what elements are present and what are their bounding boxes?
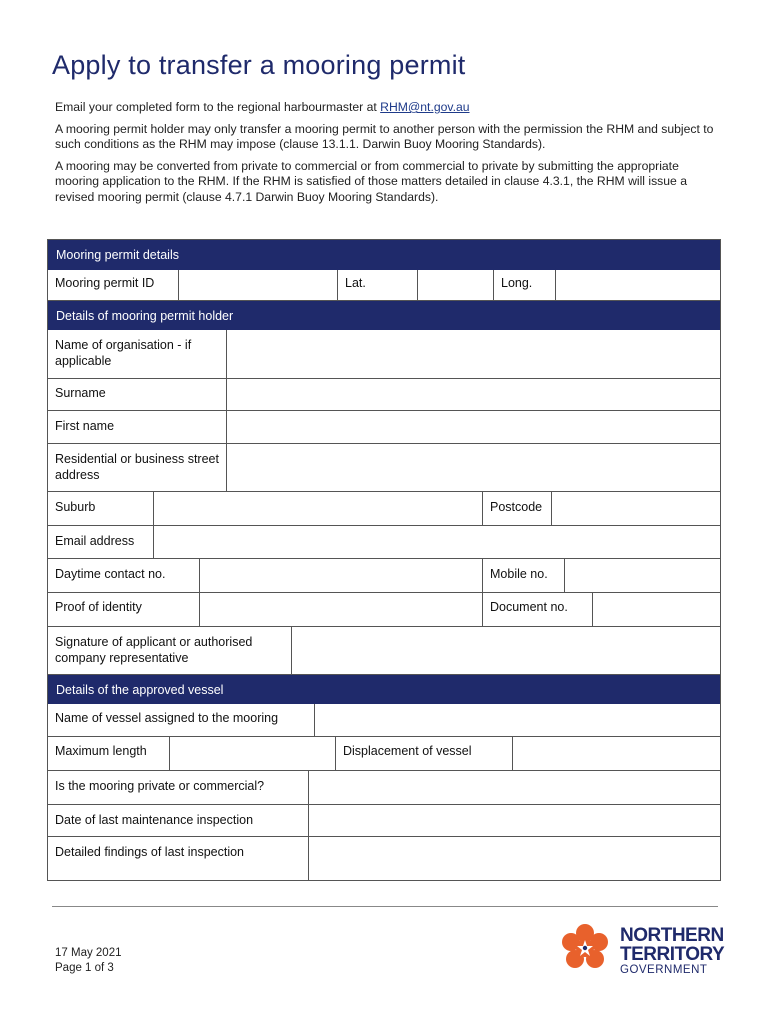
label-long: Long.: [493, 270, 555, 300]
input-mooring-permit-id[interactable]: [178, 270, 337, 300]
label-signature: Signature of applicant or authorised company representative: [55, 635, 253, 665]
section-header-mooring: Mooring permit details: [48, 240, 720, 270]
input-maximum-length[interactable]: [169, 737, 335, 770]
desert-rose-icon: [562, 924, 608, 968]
footer-page-number: Page 1 of 3: [55, 962, 114, 974]
input-last-inspection[interactable]: [308, 805, 720, 836]
label-address: Residential or business street address: [55, 452, 219, 482]
logo-line-government: GOVERNMENT: [620, 964, 708, 976]
row-mooring-permit: [48, 270, 720, 300]
label-mobile: Mobile no.: [482, 559, 564, 592]
label-proof-of-identity: Proof of identity: [55, 600, 142, 614]
row-email: [48, 525, 720, 558]
footer-divider: [52, 906, 718, 907]
section-header-holder: Details of mooring permit holder: [48, 300, 720, 330]
label-private-commercial: Is the mooring private or commercial?: [55, 779, 265, 793]
input-surname[interactable]: [226, 379, 720, 410]
footer: [55, 946, 122, 976]
logo-line-northern: NORTHERN: [620, 925, 724, 946]
row-surname: [48, 378, 720, 410]
input-address[interactable]: [226, 444, 720, 491]
row-first-name: [48, 410, 720, 443]
label-postcode: Postcode: [482, 492, 551, 525]
input-displacement[interactable]: [512, 737, 720, 770]
input-signature[interactable]: [291, 627, 720, 674]
row-inspection-findings: [48, 836, 720, 880]
row-signature: [48, 626, 720, 674]
intro-paragraph-transfer: A mooring permit holder may only transfer a mooring permit to another person with the permission the RHM and subject to such conditions as the RHM may impose (clause 13.1.1. Darwin Buoy Mooring Standards).: [55, 121, 714, 152]
label-inspection-findings: Detailed findings of last inspection: [55, 845, 245, 859]
input-suburb[interactable]: [153, 492, 482, 525]
input-proof-of-identity[interactable]: [199, 593, 482, 626]
label-vessel-name: Name of vessel assigned to the mooring: [55, 711, 279, 725]
row-last-inspection: [48, 804, 720, 836]
input-daytime-contact[interactable]: [199, 559, 482, 592]
row-private-commercial: [48, 770, 720, 804]
logo-wordmark: [620, 926, 724, 976]
label-mooring-permit-id: Mooring permit ID: [55, 276, 155, 290]
input-inspection-findings[interactable]: [308, 837, 720, 880]
intro-text: [55, 100, 723, 212]
label-document-no: Document no.: [482, 593, 592, 626]
input-long[interactable]: [555, 270, 720, 300]
label-maximum-length: Maximum length: [55, 744, 147, 758]
page-title: Apply to transfer a mooring permit: [52, 50, 466, 80]
input-email[interactable]: [153, 526, 720, 558]
input-lat[interactable]: [417, 270, 493, 300]
footer-date: 17 May 2021: [55, 947, 122, 959]
input-private-commercial[interactable]: [308, 771, 720, 804]
intro-paragraph-convert: A mooring may be converted from private to commercial or from commercial to private by submitting the appropriate mooring application to the RHM. If the RHM is satisfied of those matters detailed in clause 4.3.1, the RHM will issue a revised mooring permit (clause 4.7.1 Darwin Buoy Mooring Standards).: [55, 158, 688, 204]
label-email: Email address: [55, 534, 135, 548]
rhm-email-link[interactable]: RHM@nt.gov.au: [380, 100, 470, 114]
section-header-vessel: Details of the approved vessel: [48, 674, 720, 704]
row-suburb: [48, 491, 720, 525]
label-last-inspection: Date of last maintenance inspection: [55, 813, 254, 827]
input-vessel-name[interactable]: [314, 704, 720, 736]
transfer-form: [47, 239, 721, 881]
input-organisation[interactable]: [226, 330, 720, 378]
logo-line-territory: TERRITORY: [620, 944, 725, 965]
input-postcode[interactable]: [551, 492, 720, 525]
row-vessel-name: [48, 704, 720, 736]
row-address: [48, 443, 720, 491]
input-mobile[interactable]: [564, 559, 720, 592]
input-first-name[interactable]: [226, 411, 720, 443]
label-displacement: Displacement of vessel: [335, 737, 512, 770]
label-organisation: Name of organisation - if applicable: [55, 338, 192, 368]
email-instruction: Email your completed form to the regional harbourmaster at: [55, 100, 381, 114]
input-document-no[interactable]: [592, 593, 720, 626]
label-daytime-contact: Daytime contact no.: [55, 567, 166, 581]
row-identity: [48, 592, 720, 626]
label-first-name: First name: [55, 419, 115, 433]
row-vessel-dimensions: [48, 736, 720, 770]
row-organisation: [48, 330, 720, 378]
label-suburb: Suburb: [55, 500, 96, 514]
intro-email-paragraph: [55, 100, 723, 116]
label-lat: Lat.: [337, 270, 417, 300]
label-surname: Surname: [55, 386, 106, 400]
row-contact: [48, 558, 720, 592]
